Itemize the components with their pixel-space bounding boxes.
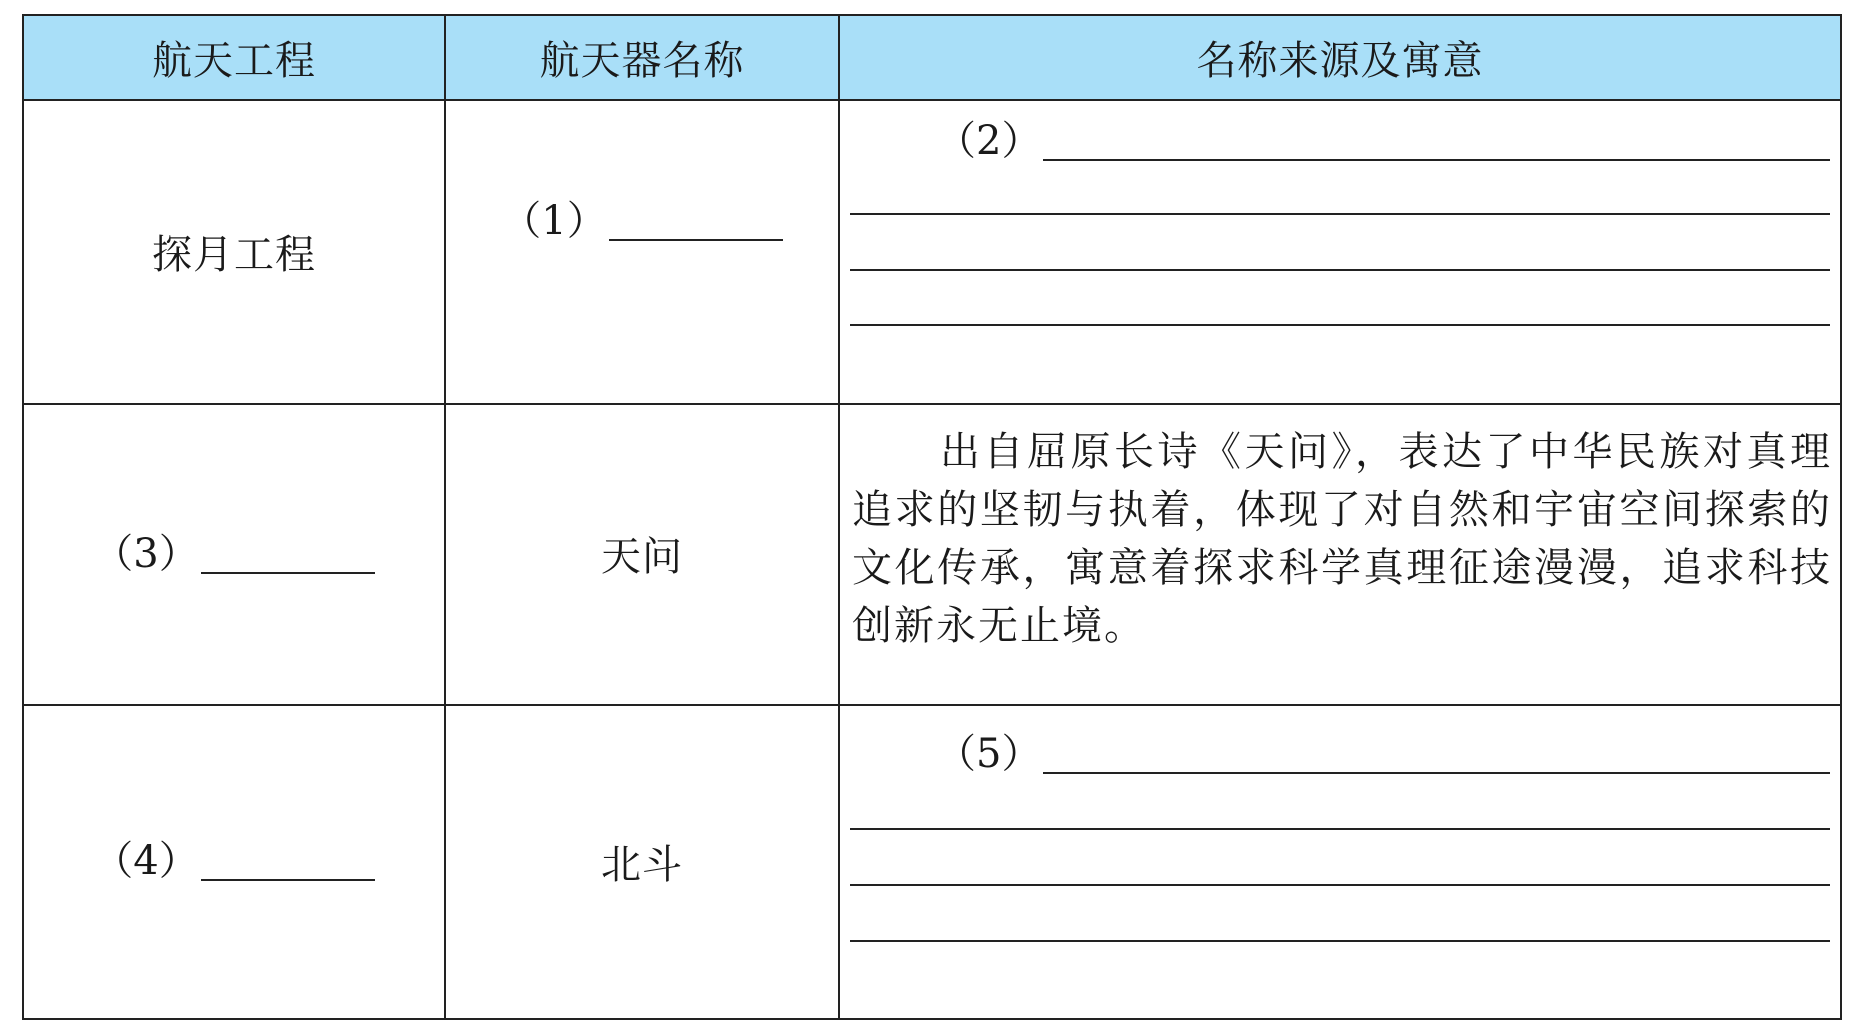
answer-2-first-line [936,118,1830,164]
cell-project-lunar [24,99,446,403]
cell-project-blank-3 [24,403,446,704]
header-project-label: 航天工程 [152,38,316,84]
cell-craft-blank-1 [446,99,840,403]
cell-meaning-tianwen [840,403,1840,704]
cell-craft-tianwen [446,403,840,704]
header-cell-craft [446,16,840,99]
blank-4[interactable] [93,838,374,884]
header-cell-meaning [840,16,1840,99]
cell-meaning-blank-5 [840,704,1840,1018]
blank-3[interactable] [93,530,374,577]
answer-2-rule-3 [850,269,1830,271]
answer-5-rule-3 [850,884,1830,886]
cell-craft-beidou [446,704,840,1018]
answer-5-rule-2 [850,828,1830,830]
answer-5-rule-4 [850,940,1830,942]
project-lunar-text: 探月工程 [152,231,316,278]
blank-5-number: （5） [936,731,1042,777]
answer-area-5[interactable] [850,704,1830,1018]
blank-3-line [201,538,375,574]
header-craft-label: 航天器名称 [539,38,745,84]
table-header-row [24,16,1840,101]
cell-project-blank-4 [24,704,446,1018]
fill-in-table [22,14,1842,1020]
blank-2-number: （2） [936,118,1042,164]
blank-1-number: （1） [501,198,607,244]
header-cell-project [24,16,446,99]
table-row-lunar [24,99,1840,405]
blank-4-line [201,845,375,881]
header-meaning-label: 名称来源及寓意 [1196,38,1484,84]
craft-tianwen-text: 天问 [601,534,683,580]
craft-beidou-text: 北斗 [601,841,683,888]
blank-1-line [609,205,783,241]
blank-3-number: （3） [93,530,199,577]
blank-4-number: （4） [93,838,199,884]
meaning-tianwen-text: 出自屈原长诗《天问》，表达了中华民族对真理追求的坚韧与执着，体现了对自然和宇宙空间探索的文化传承，寓意着探求科学真理征途漫漫，追求科技创新永无止境。 [852,429,1832,649]
answer-5-first-line [936,731,1830,777]
blank-1[interactable] [501,198,782,244]
table-row-beidou [24,704,1840,1018]
answer-area-2[interactable] [850,99,1830,403]
answer-2-rule-4 [850,324,1830,326]
table-row-tianwen [24,403,1840,706]
answer-2-rule-2 [850,213,1830,215]
blank-5-line [1043,738,1830,774]
blank-2-line [1043,125,1830,161]
cell-meaning-blank-2 [840,99,1840,403]
